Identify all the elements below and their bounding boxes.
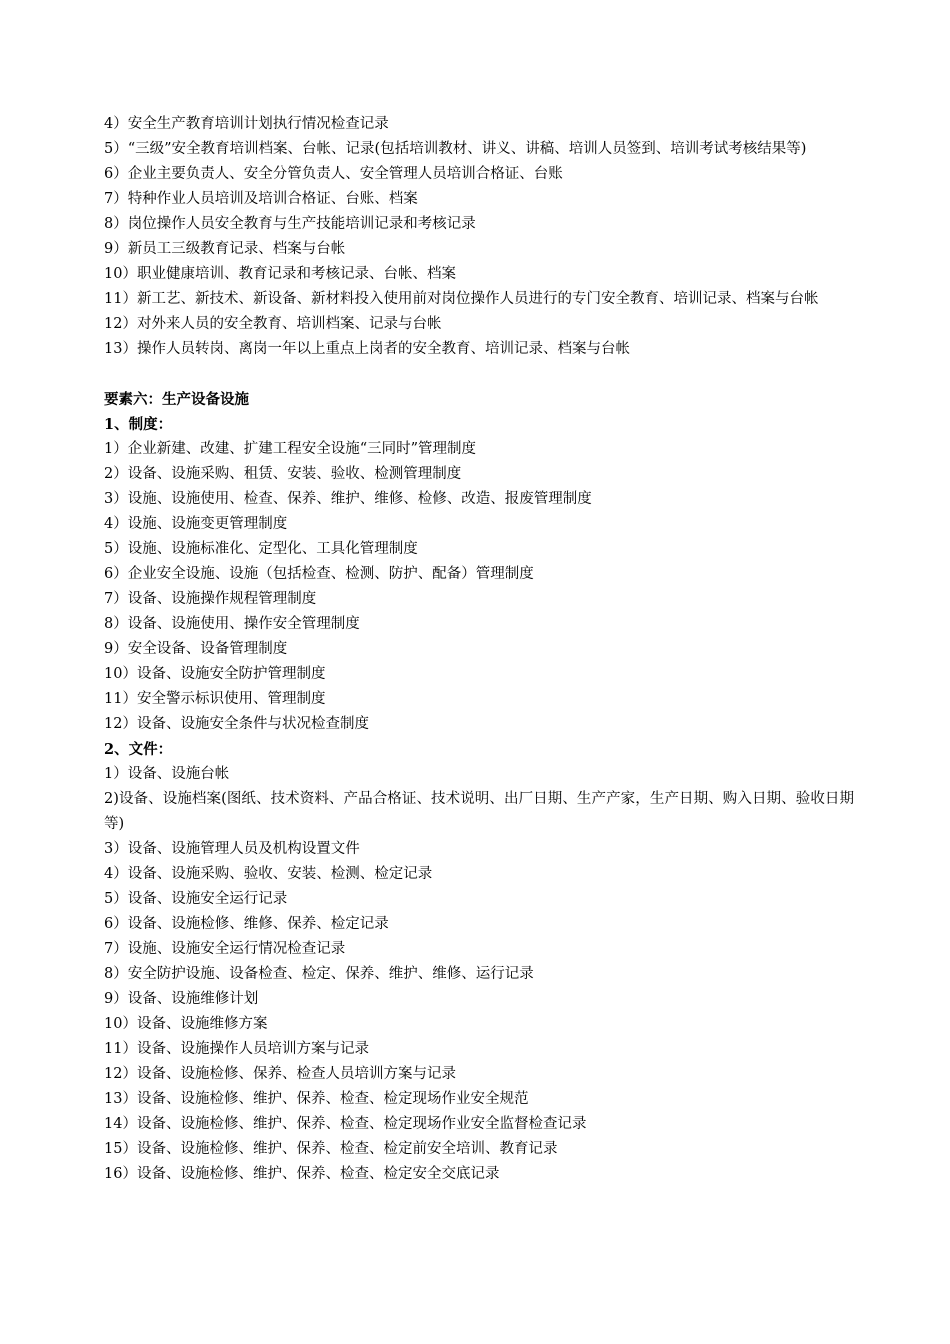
- list-item: 3）设施、设施使用、检查、保养、维护、维修、检修、改造、报废管理制度: [104, 491, 592, 507]
- list-item: 8）设备、设施使用、操作安全管理制度: [104, 616, 360, 632]
- systems-list: [104, 437, 854, 737]
- list-item: 12）对外来人员的安全教育、培训档案、记录与台帐: [104, 316, 442, 332]
- list-item: 12）设备、设施检修、保养、检查人员培训方案与记录: [104, 1066, 456, 1082]
- list-item: 6）企业主要负责人、安全分管负责人、安全管理人员培训合格证、台账: [104, 166, 563, 182]
- list-item: 11）设备、设施操作人员培训方案与记录: [104, 1041, 369, 1057]
- list-item: 13）操作人员转岗、离岗一年以上重点上岗者的安全教育、培训记录、档案与台帐: [104, 341, 630, 357]
- section-spacer: [104, 362, 854, 387]
- list-item: 10）设备、设施安全防护管理制度: [104, 666, 326, 682]
- list-item: 4）设施、设施变更管理制度: [104, 516, 288, 532]
- list-item: 12）设备、设施安全条件与状况检查制度: [104, 716, 369, 732]
- documents-heading: 2、文件：: [104, 741, 173, 758]
- list-item: 16）设备、设施检修、维护、保养、检查、检定安全交底记录: [104, 1166, 500, 1182]
- list-item: 9）新员工三级教育记录、档案与台帐: [104, 241, 346, 257]
- section-title: 要素六：生产设备设施: [104, 391, 249, 408]
- list-item: 10）职业健康培训、教育记录和考核记录、台帐、档案: [104, 266, 456, 282]
- list-item: 6）企业安全设施、设施（包括检查、检测、防护、配备）管理制度: [104, 566, 534, 582]
- document-page: [104, 112, 854, 1187]
- list-item: 8）安全防护设施、设备检查、检定、保养、维护、维修、运行记录: [104, 966, 534, 982]
- list-item: 7）设施、设施安全运行情况检查记录: [104, 941, 346, 957]
- list-item: 13）设备、设施检修、维护、保养、检查、检定现场作业安全规范: [104, 1091, 529, 1107]
- list-item: 11）安全警示标识使用、管理制度: [104, 691, 326, 707]
- list-item: 2）设备、设施采购、租赁、安装、验收、检测管理制度: [104, 466, 462, 482]
- list-item: 11）新工艺、新技术、新设备、新材料投入使用前对岗位操作人员进行的专门安全教育、培训记录、档案与台帐: [104, 291, 819, 307]
- list-item: 4）安全生产教育培训计划执行情况检查记录: [104, 116, 389, 132]
- list-item: 8）岗位操作人员安全教育与生产技能培训记录和考核记录: [104, 216, 476, 232]
- list-item: 10）设备、设施维修方案: [104, 1016, 268, 1032]
- list-item: 9）安全设备、设备管理制度: [104, 641, 288, 657]
- previous-section-list: [104, 112, 854, 362]
- list-item: 6）设备、设施检修、维修、保养、检定记录: [104, 916, 389, 932]
- list-item: 7）特种作业人员培训及培训合格证、台账、档案: [104, 191, 418, 207]
- systems-heading: 1、制度：: [104, 416, 173, 433]
- list-item: 4）设备、设施采购、验收、安装、检测、检定记录: [104, 866, 433, 882]
- list-item: 7）设备、设施操作规程管理制度: [104, 591, 317, 607]
- list-item: 15）设备、设施检修、维护、保养、检查、检定前安全培训、教育记录: [104, 1141, 558, 1157]
- list-item: 2)设备、设施档案(图纸、技术资料、产品合格证、技术说明、出厂日期、生产产家，生产日期、购入日期、验收日期等): [104, 791, 854, 832]
- list-item: 5）设备、设施安全运行记录: [104, 891, 288, 907]
- list-item: 9）设备、设施维修计划: [104, 991, 259, 1007]
- list-item: 5）“三级”安全教育培训档案、台帐、记录(包括培训教材、讲义、讲稿、培训人员签到、培训考试考核结果等): [104, 141, 807, 157]
- list-item: 5）设施、设施标准化、定型化、工具化管理制度: [104, 541, 418, 557]
- list-item: 1）企业新建、改建、扩建工程安全设施“三同时”管理制度: [104, 441, 477, 457]
- list-item: 3）设备、设施管理人员及机构设置文件: [104, 841, 360, 857]
- list-item: 1）设备、设施台帐: [104, 766, 230, 782]
- documents-list: [104, 762, 854, 1187]
- list-item: 14）设备、设施检修、维护、保养、检查、检定现场作业安全监督检查记录: [104, 1116, 587, 1132]
